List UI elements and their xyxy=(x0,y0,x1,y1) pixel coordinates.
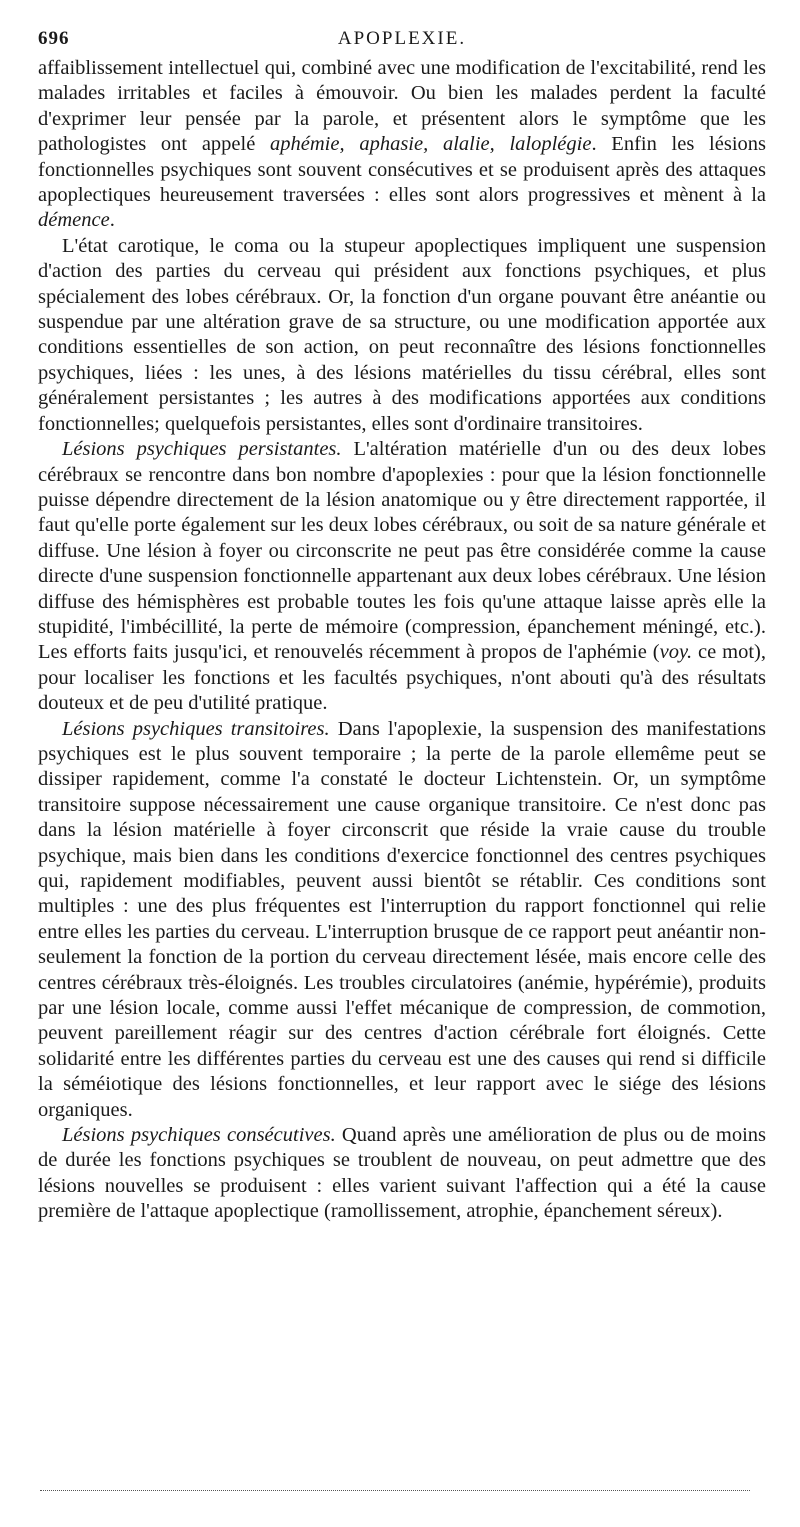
section-heading: Lésions psychiques persistantes. xyxy=(62,438,342,461)
paragraph-4 xyxy=(38,717,766,1124)
running-head: APOPLEXIE. xyxy=(337,28,467,49)
paragraph-text: Dans l'apoplexie, la suspension des manifestations psychiques est le plus souvent temporaire ; la perte de la parole ellemême peut se dissiper rapidement, comme l'a constaté le docteur Lichtenstein. Or, un symptôme transitoire suppose nécessairement une cause organique transitoire. Ce n'est donc pas dans la lésion matérielle à foyer circonscrit que réside la vraie cause du trouble psychique, mais bien dans les conditions d'exercice fonctionnel des centres psychiques qui, rapidement modifiables, peuvent aussi bientôt se rétablir. Ces conditions sont multiples : une des plus fréquentes est l'interruption du rapport fonctionnel qui relie entre elles les parties du cerveau. L'interruption brusque de ce rapport peut anéantir non-seulement la fonction de la portion du cerveau directement lésée, mais encore celle des centres cérébraux très-éloignés. Les troubles circulatoires (anémie, hypérémie), produits par une lésion locale, comme aussi l'effet mécanique de compression, de commotion, peuvent pareillement réagir sur des centres d'action cérébrale fort éloignés. Cette solidarité entre les différentes parties du cerveau est une des causes qui rend si difficile la séméiotique des lésions fonctionnelles, et leur rapport avec le siége des lésions organiques. xyxy=(38,717,766,1121)
paragraph-text: . xyxy=(109,209,115,232)
italic-term: aphémie, aphasie, alalie, laloplégie xyxy=(270,133,592,156)
paragraph-2 xyxy=(38,234,766,437)
paragraph-1 xyxy=(38,56,766,234)
section-heading: Lésions psychiques consécutives. xyxy=(62,1124,336,1147)
page-number: 696 xyxy=(38,28,70,49)
paragraph-text: L'altération matérielle d'un ou des deux lobes cérébraux se rencontre dans bon nombre d'apoplexies : pour que la lésion fonctionnelle puisse dépendre directement de la lésion anatomique ou y être directement rapportée, il faut qu'elle porte également sur les deux lobes cérébraux, ou soit de sa nature générale et diffuse. Une lésion à foyer ou circonscrite ne peut pas être considérée comme la cause directe d'une suspension fonctionnelle appartenant aux deux lobes cérébraux. Une lésion diffuse des hémisphères est probable toutes les fois qu'une attaque laisse après elle la stupidité, l'imbécillité, la perte de mémoire (compression, épanchement méningé, etc.). Les efforts faits jusqu'ici, et renouvelés récemment à propos de l'aphémie ( xyxy=(38,438,766,664)
paragraph-text: ce mot), pour localiser les fonctions et les facultés psychiques, n'ont abouti qu'à des résultats douteux et de peu d'utilité pratique. xyxy=(38,641,766,715)
italic-term: voy. xyxy=(659,641,693,664)
body-text xyxy=(38,56,766,1225)
paragraph-text: affaiblissement intellectuel qui, combiné avec une modification de l'excitabilité, rend les malades irritables et faciles à émouvoir. Ou bien les malades perdent la faculté d'exprimer leur pensée par la parole, et présentent alors le symptôme que les pathologistes ont appelé xyxy=(38,57,766,156)
paragraph-5 xyxy=(38,1123,766,1225)
italic-term: démence xyxy=(38,209,110,232)
page-header xyxy=(38,28,766,56)
paragraph-text: L'état carotique, le coma ou la stupeur apoplectiques impliquent une suspension d'action des parties du cerveau qui président aux fonctions psychiques, et plus spécialement des lobes cérébraux. Or, la fonction d'un organe pouvant être anéantie ou suspendue par une altération grave de sa structure, ou une modification apportée aux conditions essentielles de son action, on peut reconnaître des lésions fonctionnelles psychiques, liées : les unes, à des lésions matérielles du tissu cérébral, elles sont généralement persistantes ; les autres à des modifications apportées aux conditions fonctionnelles; quelquefois persistantes, elles sont d'ordinaire transitoires. xyxy=(38,234,766,435)
footer-rule xyxy=(40,1490,750,1491)
paragraph-text: Quand après une amélioration de plus ou de moins de durée les fonctions psychiques se troublent de nouveau, on peut admettre que des lésions nouvelles se produisent : elles varient suivant l'affection qui a été la cause première de l'attaque apoplectique (ramollissement, atrophie, épanchement séreux). xyxy=(38,1124,766,1223)
paragraph-text: . Enfin les lésions fonctionnelles psychiques sont souvent consécutives et se produisent après des attaques apoplectiques heureusement traversées : elles sont alors progressives et mènent à la xyxy=(38,133,766,207)
paragraph-3 xyxy=(38,437,766,716)
section-heading: Lésions psychiques transitoires. xyxy=(62,717,330,740)
